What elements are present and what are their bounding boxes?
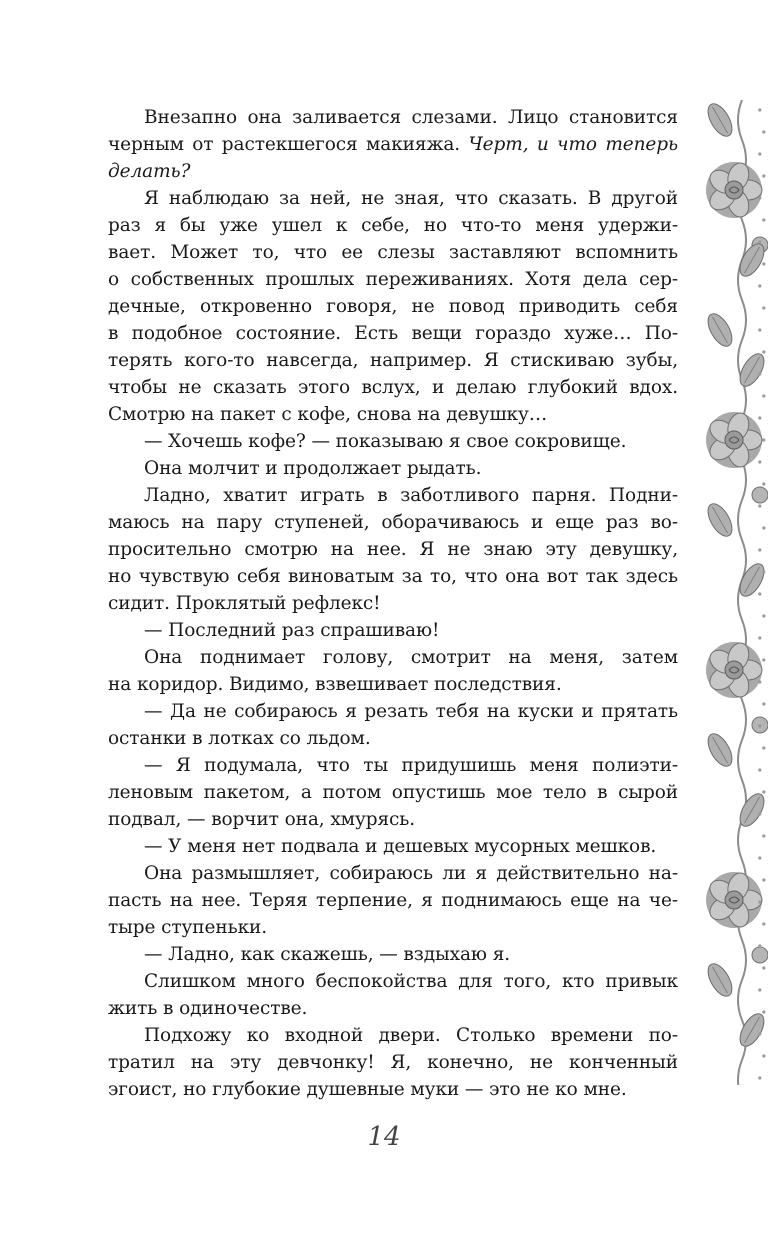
tendril-dot — [762, 922, 765, 925]
rose-center — [725, 431, 743, 449]
paragraph — [108, 752, 678, 833]
rose-center — [725, 661, 743, 679]
paragraph — [108, 968, 678, 1022]
tendril-dot — [758, 1032, 761, 1035]
text-line — [108, 914, 678, 941]
text-run: чтобы не сказать этого вслух, и делаю глубокий вдох. — [108, 377, 678, 398]
text-line — [108, 806, 678, 833]
italic-text-run: делать? — [108, 161, 191, 182]
text-line — [108, 1049, 678, 1076]
text-line — [108, 347, 678, 374]
tendril-dot — [758, 1076, 761, 1079]
text-line — [108, 671, 678, 698]
text-run: Она молчит и продолжает рыдать. — [144, 458, 482, 479]
text-run: сидит. Проклятый рефлекс! — [108, 593, 381, 614]
text-run: но чувствую себя виноватым за то, что она вот так здесь — [108, 566, 678, 587]
paragraph — [108, 104, 678, 185]
tendril-dot — [762, 746, 765, 749]
tendril-dot — [758, 988, 761, 991]
tendril-dot — [762, 218, 765, 221]
text-line — [108, 725, 678, 752]
text-run: — Последний раз спрашиваю! — [144, 620, 440, 641]
rose-center — [725, 181, 743, 199]
tendril-dot — [758, 724, 761, 727]
text-line — [108, 320, 678, 347]
text-run: раз я бы уже ушел к себе, но что-то меня удержи- — [108, 215, 678, 236]
paragraph — [108, 833, 678, 860]
paragraph — [108, 185, 678, 428]
text-line — [108, 104, 678, 131]
text-run: терять кого-то навсегда, например. Я стискиваю зубы, — [108, 350, 678, 371]
text-run: вает. Может то, что ее слезы заставляют вспомнить — [108, 242, 678, 263]
text-line — [108, 185, 678, 212]
text-line — [108, 239, 678, 266]
text-run: жить в одиночестве. — [108, 998, 308, 1019]
tendril-dot — [762, 130, 765, 133]
text-line — [108, 617, 678, 644]
body-text — [108, 104, 678, 1103]
text-line — [108, 509, 678, 536]
text-run: Подхожу ко входной двери. Столько времени по- — [144, 1025, 678, 1046]
tendril-dot — [758, 548, 761, 551]
paragraph — [108, 698, 678, 752]
tendril-dot — [758, 636, 761, 639]
text-run: — Ладно, как скажешь, — вздыхаю я. — [144, 944, 511, 965]
text-line — [108, 563, 678, 590]
rose-center — [725, 891, 743, 909]
text-run: пасть на нее. Теряя терпение, я поднимаюсь еще на че- — [108, 890, 678, 911]
text-line — [108, 860, 678, 887]
text-run: подвал, — ворчит она, хмурясь. — [108, 809, 416, 830]
text-run: тратил на эту девчонку! Я, конечно, не конченный — [108, 1052, 678, 1073]
text-run: — Я подумала, что ты придушишь меня полиэти- — [144, 755, 678, 776]
tendril-dot — [758, 240, 761, 243]
text-line — [108, 455, 678, 482]
tendril-dot — [762, 438, 765, 441]
italic-text-run: Черт, и что теперь — [468, 134, 678, 155]
text-run: Внезапно она заливается слезами. Лицо становится — [144, 107, 678, 128]
text-run: останки в лотках со льдом. — [108, 728, 371, 749]
text-line — [108, 887, 678, 914]
text-run: — Хочешь кофе? — показываю я свое сокровище. — [144, 431, 627, 452]
tendril-dot — [758, 944, 761, 947]
tendril-dot — [762, 614, 765, 617]
text-run: в подобное состояние. Есть вещи гораздо хуже… По- — [108, 323, 678, 344]
rose-vine-ornament-icon — [690, 100, 768, 1085]
tendril-dot — [762, 306, 765, 309]
tendril-dot — [762, 1010, 765, 1013]
text-line — [108, 482, 678, 509]
tendril-dot — [762, 1054, 765, 1057]
tendril-dot — [758, 504, 761, 507]
tendril-dot — [758, 196, 761, 199]
text-line — [108, 1076, 678, 1103]
paragraph — [108, 455, 678, 482]
text-run: на коридор. Видимо, взвешивает последствия. — [108, 674, 562, 695]
text-run: Я наблюдаю за ней, не зная, что сказать. В другой — [144, 188, 678, 209]
text-line — [108, 779, 678, 806]
text-run: Слишком много беспокойства для того, кто привык — [144, 971, 678, 992]
text-run: Смотрю на пакет с кофе, снова на девушку… — [108, 404, 548, 425]
tendril-dot — [758, 680, 761, 683]
text-run: о собственных прошлых переживаниях. Хотя дела сер- — [108, 269, 678, 290]
tendril-dot — [762, 350, 765, 353]
paragraph — [108, 860, 678, 941]
text-line — [108, 158, 678, 185]
tendril-dot — [762, 262, 765, 265]
text-line — [108, 536, 678, 563]
tendril-dot — [762, 966, 765, 969]
tendril-dot — [762, 174, 765, 177]
text-run: — Да не собираюсь я резать тебя на куски и прятать — [144, 701, 678, 722]
text-run: Она размышляет, собираюсь ли я действительно на- — [144, 863, 678, 884]
tendril-dot — [758, 592, 761, 595]
tendril-dot — [762, 702, 765, 705]
text-run: черным от растекшегося макияжа. — [108, 134, 469, 155]
tendril-dot — [762, 570, 765, 573]
text-run: маюсь на пару ступеней, оборачиваюсь и еще раз во- — [108, 512, 678, 533]
text-run: леновым пакетом, а потом опустишь мое тело в сырой — [108, 782, 678, 803]
tendril-dot — [758, 328, 761, 331]
tendril-dot — [758, 416, 761, 419]
text-line — [108, 131, 678, 158]
text-line — [108, 968, 678, 995]
text-line — [108, 941, 678, 968]
text-run: — У меня нет подвала и дешевых мусорных мешков. — [144, 836, 657, 857]
tendril-dot — [762, 526, 765, 529]
tendril-dot — [762, 834, 765, 837]
text-line — [108, 374, 678, 401]
paragraph — [108, 482, 678, 617]
tendril-dot — [762, 482, 765, 485]
tendril-dot — [758, 460, 761, 463]
text-line — [108, 293, 678, 320]
tendril-dot — [758, 372, 761, 375]
text-line — [108, 401, 678, 428]
text-run: просительно смотрю на нее. Я не знаю эту девушку, — [108, 539, 678, 560]
rose-bud-icon — [752, 947, 768, 963]
rose-bud-icon — [752, 487, 768, 503]
text-line — [108, 752, 678, 779]
text-line — [108, 428, 678, 455]
paragraph — [108, 617, 678, 644]
text-line — [108, 995, 678, 1022]
tendril-dot — [758, 284, 761, 287]
text-line — [108, 644, 678, 671]
tendril-dot — [758, 108, 761, 111]
tendril-dot — [758, 768, 761, 771]
text-line — [108, 1022, 678, 1049]
tendril-dot — [758, 856, 761, 859]
page-number: 14 — [367, 1122, 401, 1152]
text-run: Ладно, хватит играть в заботливого парня. Подни- — [144, 485, 678, 506]
text-line — [108, 590, 678, 617]
text-run: Она поднимает голову, смотрит на меня, затем — [144, 647, 678, 668]
tendril-dot — [762, 790, 765, 793]
tendril-dot — [762, 394, 765, 397]
text-line — [108, 833, 678, 860]
tendril-dot — [762, 658, 765, 661]
paragraph — [108, 428, 678, 455]
paragraph — [108, 941, 678, 968]
text-run: тыре ступеньки. — [108, 917, 268, 938]
tendril-dot — [758, 152, 761, 155]
paragraph — [108, 1022, 678, 1103]
text-run: эгоист, но глубокие душевные муки — это не ко мне. — [108, 1079, 627, 1100]
tendril-dot — [762, 878, 765, 881]
text-line — [108, 266, 678, 293]
tendril-dot — [758, 812, 761, 815]
text-run: дечные, откровенно говоря, не повод приводить себя — [108, 296, 678, 317]
text-line — [108, 698, 678, 725]
tendril-dot — [758, 900, 761, 903]
paragraph — [108, 644, 678, 698]
text-line — [108, 212, 678, 239]
